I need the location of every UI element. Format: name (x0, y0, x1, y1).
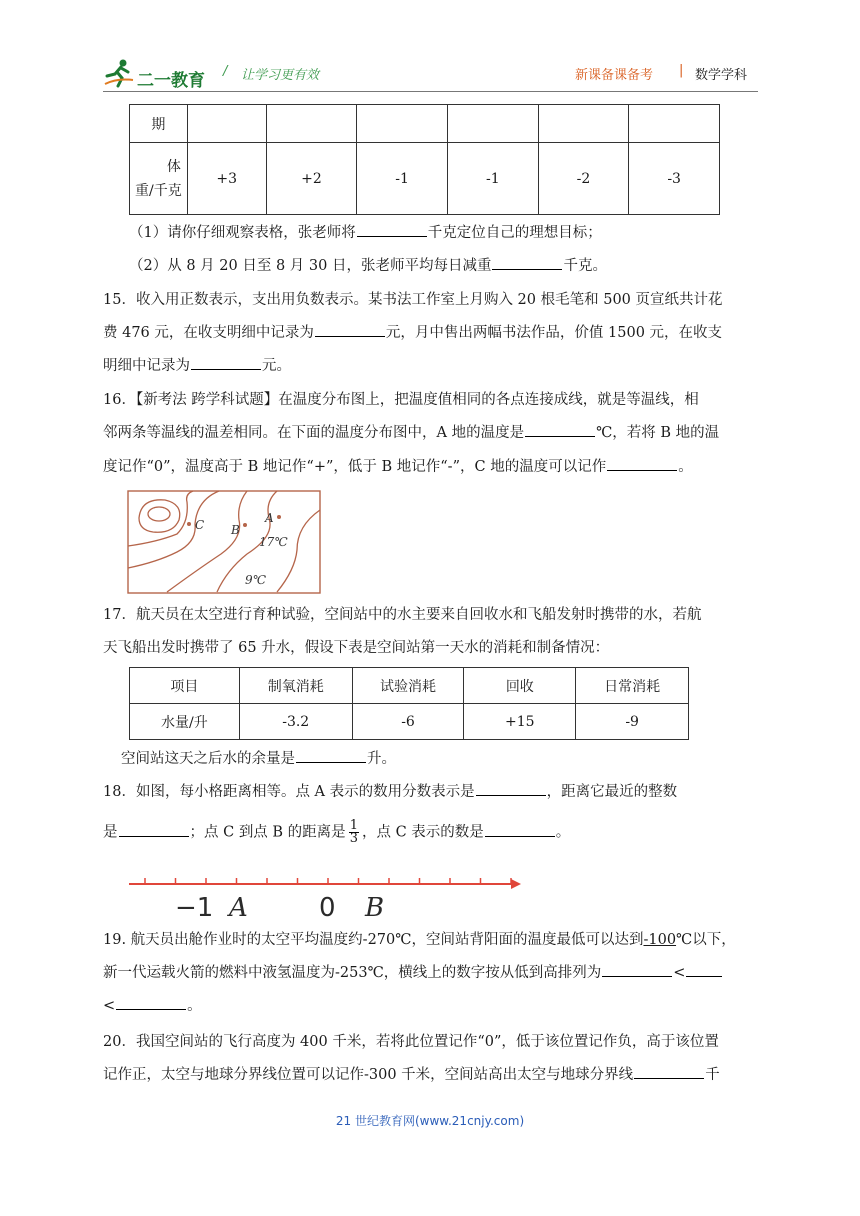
isotherm-map (127, 490, 321, 594)
q16-text-b: ℃，若将 B 地的温 (596, 425, 720, 441)
q20-line2 (103, 1064, 720, 1086)
table-row (130, 704, 689, 740)
answer-blank[interactable] (476, 781, 546, 796)
q14-sub1-text-a: （1）请你仔细观察表格，张老师将 (129, 225, 356, 241)
q16-text-c: 度记作“0”，温度高于 B 地记作“+”，低于 B 地记作“-”，C 地的温度可以记作 (103, 459, 607, 475)
answer-blank[interactable] (119, 822, 189, 837)
answer-blank[interactable] (634, 1064, 704, 1079)
q15-text-b: 元，月中售出两幅书法作品，价值 1500 元，在收支 (385, 325, 723, 341)
q20-text-b: 千 (705, 1067, 720, 1083)
q15-text-d: 元。 (262, 358, 291, 374)
q19-text-d: < (673, 965, 686, 981)
table-cell: -3.2 (239, 704, 352, 740)
q19-text-a: 19. 航天员出舱作业时的太空平均温度约-270℃，空间站背阳面的温度最低可以达到 (103, 932, 644, 948)
map-label-b: B (231, 523, 240, 537)
q15-text-a: 费 476 元，在收支明细中记录为 (103, 325, 314, 341)
table-cell (130, 143, 188, 215)
table-header-cell: 制氧消耗 (239, 668, 352, 704)
fraction-one-third (349, 820, 359, 845)
table-cell: 期 (130, 105, 188, 143)
number-line (127, 868, 523, 922)
answer-blank[interactable] (357, 222, 427, 237)
axis-label-minus-one: −1 (175, 893, 214, 922)
q18-line2 (103, 820, 570, 845)
q18-text-c: 是 (103, 824, 118, 841)
answer-blank[interactable] (602, 962, 672, 977)
q17-text-b: 升。 (367, 751, 396, 767)
q16-line1: 16．【新考法 跨学科试题】在温度分布图上，把温度值相同的各点连接成线，就是等温线，相 (103, 392, 699, 408)
map-label-17c: 17℃ (259, 535, 288, 549)
table-cell (357, 105, 448, 143)
q20-text-a: 记作正，太空与地球分界线位置可以记作-300 千米，空间站高出太空与地球分界线 (103, 1067, 634, 1083)
table-cell: -9 (576, 704, 689, 740)
page-header (103, 58, 758, 92)
table-cell: -6 (352, 704, 464, 740)
table-cell (447, 105, 538, 143)
table-row (130, 105, 720, 143)
q19-text-c: 新一代运载火箭的燃料中液氢温度为-253℃，横线上的数字按从低到高排列为 (103, 965, 602, 981)
q15-text-c: 明细中记录为 (103, 358, 190, 374)
answer-blank[interactable] (525, 422, 595, 437)
row-label-line1: 体 (166, 158, 181, 175)
axis-label-zero: 0 (319, 893, 336, 922)
q19-line1 (103, 929, 736, 951)
slogan: 让学习更有效 (241, 68, 320, 83)
table-header-cell: 回收 (464, 668, 576, 704)
answer-blank[interactable] (686, 962, 722, 977)
q17-line2: 天飞船出发时携带了 65 升水，假设下表是空间站第一天水的消耗和制备情况： (103, 640, 610, 656)
answer-blank[interactable] (315, 322, 385, 337)
table-cell (266, 105, 357, 143)
fraction-denominator: 3 (349, 831, 358, 846)
q14-sub1 (129, 222, 602, 244)
map-label-9c: 9℃ (245, 573, 267, 587)
q18-text-e: ，点 C 表示的数是 (361, 824, 484, 841)
water-table (129, 667, 689, 740)
q18-text-b: ，距离它最近的整数 (546, 784, 678, 800)
q16-text-d: 。 (678, 459, 693, 475)
q19-line2 (103, 962, 723, 984)
weight-table (129, 104, 720, 215)
header-divider: | (679, 63, 684, 78)
table-header-cell: 项目 (130, 668, 240, 704)
map-label-a: A (265, 511, 274, 525)
q17-after (121, 748, 396, 770)
header-subject-label: 数学学科 (695, 68, 748, 83)
runner-logo-icon (103, 58, 135, 88)
q15-line3 (103, 355, 291, 377)
table-cell: -1 (357, 143, 448, 215)
answer-blank[interactable] (492, 255, 562, 270)
q14-sub2-text-b: 千克。 (563, 258, 607, 274)
q16-line2 (103, 422, 719, 444)
table-cell (187, 105, 266, 143)
answer-blank[interactable] (296, 748, 366, 763)
q18-line1 (103, 781, 677, 803)
answer-blank[interactable] (607, 456, 677, 471)
table-cell: -1 (447, 143, 538, 215)
q15-line1: 15．收入用正数表示，支出用负数表示。某书法工作室上月购入 20 根毛笔和 500 页宣纸共计花 (103, 292, 723, 308)
q20-line1: 20．我国空间站的飞行高度为 400 千米，若将此位置记作“0”，低于该位置记作负，高于该位置 (103, 1034, 719, 1050)
point-c-marker (187, 522, 191, 526)
table-cell: -3 (629, 143, 720, 215)
page-footer: 21 世纪教育网(www.21cnjy.com) (335, 1114, 525, 1128)
point-b-marker (243, 523, 247, 527)
table-cell: +3 (187, 143, 266, 215)
q17-text-a: 空间站这天之后水的余量是 (121, 751, 295, 767)
q14-sub2 (129, 255, 607, 277)
q14-sub2-text-a: （2）从 8 月 20 日至 8 月 30 日，张老师平均每日减重 (129, 258, 492, 274)
table-row (130, 143, 720, 215)
axis-label-b: B (365, 893, 385, 922)
q18-text-a: 18．如图，每小格距离相等。点 A 表示的数用分数表示是 (103, 784, 475, 800)
table-cell: +2 (266, 143, 357, 215)
q16-text-a: 邻两条等温线的温差相同。在下面的温度分布图中，A 地的温度是 (103, 425, 525, 441)
table-cell: 水量/升 (130, 704, 240, 740)
slogan-slash: / (223, 64, 228, 79)
q18-text-d: ；点 C 到点 B 的距离是 (189, 824, 346, 841)
q16-line3 (103, 456, 693, 478)
table-cell (538, 105, 629, 143)
answer-blank[interactable] (485, 822, 555, 837)
answer-blank[interactable] (191, 355, 261, 370)
q19-line3 (103, 995, 202, 1017)
q19-text-b: ℃以下， (676, 932, 736, 948)
table-cell: +15 (464, 704, 576, 740)
q19-text-e: < (103, 998, 116, 1014)
header-rule (103, 91, 758, 92)
fraction-numerator: 1 (349, 818, 358, 833)
q17-line1: 17．航天员在太空进行育种试验，空间站中的水主要来自回收水和飞船发射时携带的水，若航 (103, 607, 702, 623)
logo-text: 二一教育 (137, 71, 205, 91)
table-header-cell: 试验消耗 (352, 668, 464, 704)
q19-text-underlined: -100 (643, 932, 677, 948)
q18-text-f: 。 (555, 824, 571, 841)
q14-sub1-text-b: 千克定位自己的理想目标； (427, 225, 602, 241)
q15-line2 (103, 322, 722, 344)
row-label-line2: 重/千克 (135, 182, 182, 199)
q19-text-f: 。 (187, 998, 202, 1014)
table-header-cell: 日常消耗 (576, 668, 689, 704)
table-cell (629, 105, 720, 143)
table-row (130, 668, 689, 704)
map-label-c: C (195, 518, 205, 532)
point-a-marker (277, 515, 281, 519)
answer-blank[interactable] (116, 995, 186, 1010)
header-course-label: 新课备课备考 (575, 68, 654, 83)
table-cell: -2 (538, 143, 629, 215)
axis-label-a: A (229, 893, 248, 922)
